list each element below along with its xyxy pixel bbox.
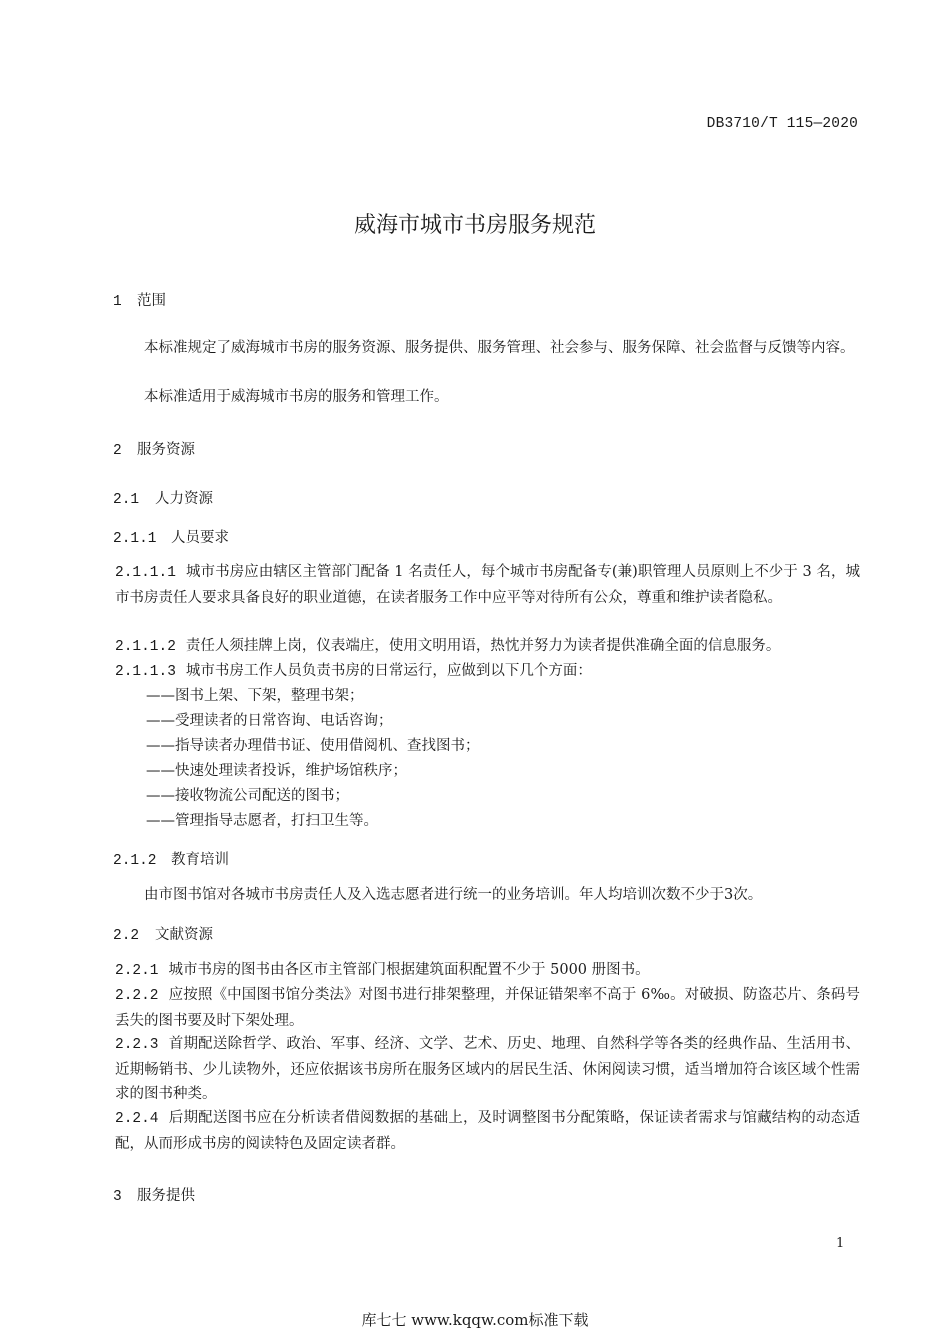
section-number: 2.1.2 [113, 853, 157, 869]
list-item: ——管理指导志愿者，打扫卫生等。 [146, 813, 378, 829]
clause-2-2-2 [115, 983, 860, 1033]
section-1-paragraph-1: 本标准规定了威海城市书房的服务资源、服务提供、服务管理、社会参与、服务保障、社会监督与反馈等内容。 [144, 340, 855, 356]
clause-text: 应按照《中国图书馆分类法》对图书进行排架整理，并保证错架率不高于 6‰。对破损、防盗芯片、条码号丢失的图书要及时下架处理。 [115, 987, 860, 1029]
section-number: 2.1 [113, 492, 140, 508]
list-item: ——接收物流公司配送的图书； [146, 788, 349, 804]
section-3-heading [113, 1184, 195, 1205]
clause-2-1-1-2 [115, 634, 860, 660]
section-number: 2.1.1 [113, 531, 157, 547]
section-2-1-heading [113, 487, 213, 508]
list-item: ——受理读者的日常咨询、电话咨询； [146, 713, 393, 729]
list-item: ——图书上架、下架，整理书架； [146, 688, 364, 704]
section-title: 文献资源 [155, 927, 213, 943]
clause-2-1-1-3 [115, 659, 860, 685]
section-number: 2 [113, 443, 122, 459]
clause-number: 2.2.2 [115, 988, 159, 1004]
section-2-1-1-heading [113, 526, 229, 547]
page-number: 1 [836, 1236, 845, 1251]
section-2-2-heading [113, 923, 213, 944]
section-number: 3 [113, 1189, 122, 1205]
clause-number: 2.1.1.2 [115, 639, 176, 655]
section-1-paragraph-2: 本标准适用于威海城市书房的服务和管理工作。 [144, 389, 449, 405]
page-title: 威海市城市书房服务规范 [353, 213, 596, 238]
clause-number: 2.1.1.3 [115, 664, 176, 680]
clause-text: 城市书房工作人员负责书房的日常运行，应做到以下几个方面： [185, 663, 592, 679]
section-1-heading [113, 289, 166, 310]
section-2-1-2-heading [113, 848, 229, 869]
clause-2-2-4 [115, 1106, 860, 1156]
section-title: 服务资源 [137, 442, 195, 458]
clause-number: 2.2.1 [115, 963, 159, 979]
list-item: ——快速处理读者投诉，维护场馆秩序； [146, 763, 407, 779]
list-item: ——指导读者办理借书证、使用借阅机、查找图书； [146, 738, 480, 754]
clause-2-2-1 [115, 958, 860, 984]
section-title: 人员要求 [171, 530, 229, 546]
footer-watermark: 库七七 www.kqqw.com标准下载 [361, 1311, 589, 1329]
clause-text: 后期配送图书应在分析读者借阅数据的基础上，及时调整图书分配策略，保证读者需求与馆藏结构的动态适配，从而形成书房的阅读特色及固定读者群。 [115, 1110, 860, 1152]
clause-2-1-1-1 [115, 560, 860, 610]
clause-text: 首期配送除哲学、政治、军事、经济、文学、艺术、历史、地理、自然科学等各类的经典作品、生活用书、近期畅销书、少儿读物外，还应依据该书房所在服务区域内的居民生活、休闲阅读习惯，适当增加符合该区域个性需求的图书种类。 [115, 1036, 860, 1102]
clause-2-2-3 [115, 1032, 860, 1107]
clause-text: 城市书房应由辖区主管部门配备 1 名责任人，每个城市书房配备专(兼)职管理人员原则上不少于 3 名，城市书房责任人要求具备良好的职业道德，在读者服务工作中应平等对待所有公众，尊重和维护读者隐私。 [115, 564, 860, 606]
section-number: 2.2 [113, 928, 140, 944]
section-title: 人力资源 [155, 491, 213, 507]
section-number: 1 [113, 294, 122, 310]
section-title: 范围 [137, 293, 166, 309]
clause-number: 2.1.1.1 [115, 565, 176, 581]
clause-number: 2.2.4 [115, 1111, 159, 1127]
clause-text: 责任人须挂牌上岗，仪表端庄，使用文明用语，热忱并努力为读者提供准确全面的信息服务。 [185, 638, 781, 654]
section-title: 服务提供 [137, 1188, 195, 1204]
clause-text: 城市书房的图书由各区市主管部门根据建筑面积配置不少于 5000 册图书。 [168, 962, 650, 978]
section-title: 教育培训 [171, 852, 229, 868]
document-number: DB3710/T 115—2020 [706, 116, 858, 132]
section-2-1-2-paragraph: 由市图书馆对各城市书房责任人及入选志愿者进行统一的业务培训。年人均培训次数不少于3次。 [144, 887, 763, 903]
section-2-heading [113, 438, 195, 459]
clause-number: 2.2.3 [115, 1037, 159, 1053]
